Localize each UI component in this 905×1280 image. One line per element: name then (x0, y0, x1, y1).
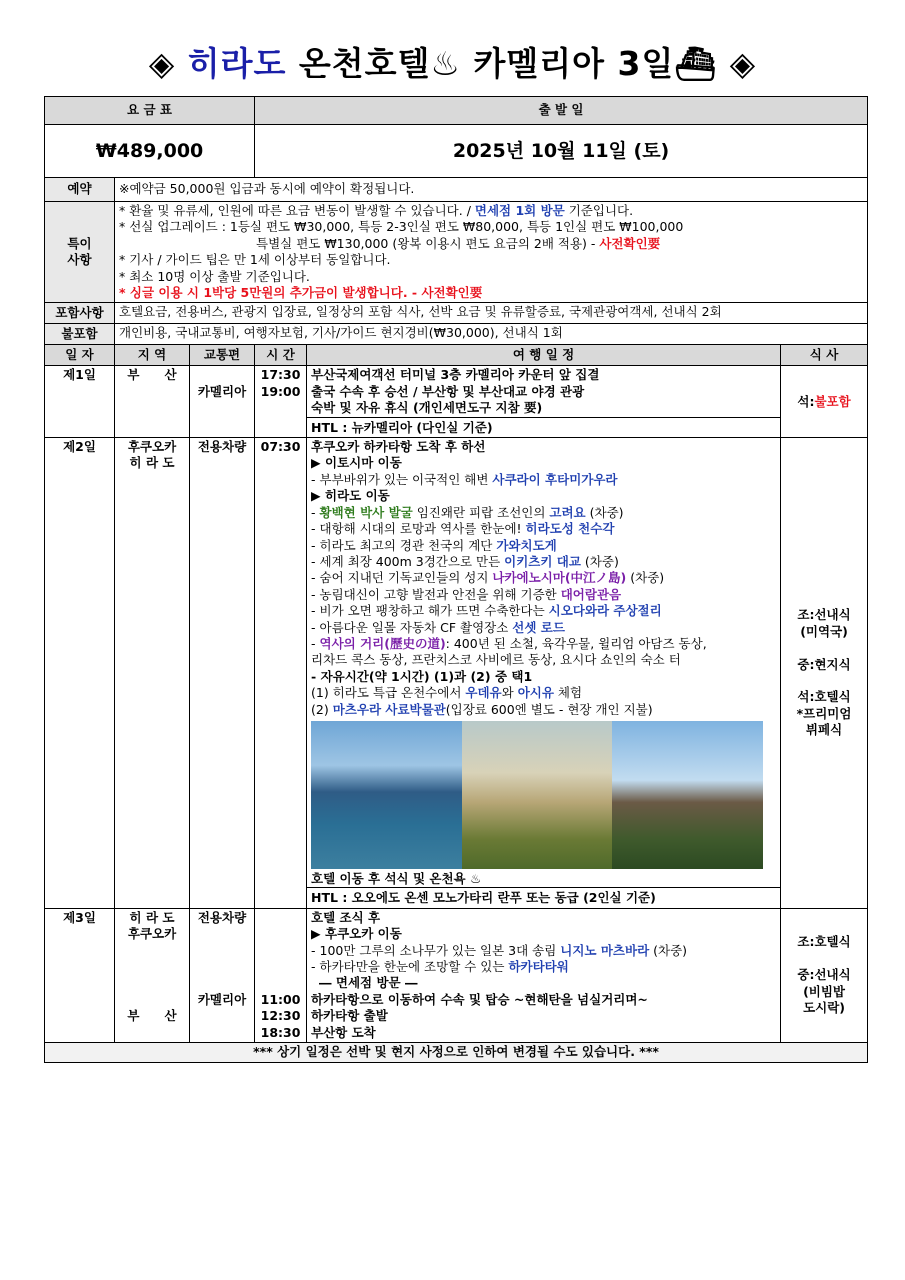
price-header: 요 금 표 (45, 97, 255, 125)
col-meal: 식 사 (781, 345, 868, 366)
col-region: 지 역 (115, 345, 190, 366)
day3-schedule: 호텔 조식 후 ▶ 후쿠오카 이동 - 100만 그루의 소나무가 있는 일본 3대 송림 니지노 마츠바라 (차중) - 하카타만을 한눈에 조망할 수 있는 하카타타워 ― 면세점 방문 ― 하카타항으로 이동하여 수속 및 탑승 ~현해탄을 넘실거리며~ 하카타항 출발 부산항 도착 (307, 908, 781, 1042)
special-notes: * 환율 및 유류세, 인원에 따른 요금 변동이 발생할 수 있습니다. / 면세점 1회 방문 기준입니다. * 선실 업그레이드 : 1등실 편도 ₩30,000, 특등 2-3인실 편도 ₩80,000, 특등 1인실 편도 ₩100,000 특별실 편도 ₩130,000 (왕복 이용시 편도 요금의 2배 적용) - 사전확인要 * 기사 / 가이드 팁은 만 1세 이상부터 동일합니다. * 최소 10명 이상 출발 기준입니다. * 싱글 이용 시 1박당 5만원의 추가금이 발생합니다. - 사전확인要 (115, 202, 868, 303)
day2-time: 07:30 (255, 438, 307, 909)
day3-label: 제3일 (45, 908, 115, 1042)
include-label: 포함사항 (45, 303, 115, 324)
day1-time: 17:30 19:00 (255, 366, 307, 438)
day3-row (45, 908, 868, 1042)
include-text: 호텔요금, 전용버스, 관광지 입장료, 일정상의 포함 식사, 선박 요금 및 유류할증료, 국제관광여객세, 선내식 2회 (115, 303, 868, 324)
day2-meal: 조:선내식 (미역국) 중:현지식 석:호텔식 *프리미엄 뷔페식 (781, 438, 868, 909)
day3-transport: 전용차량 카멜리아 (190, 908, 255, 1042)
day2-label: 제2일 (45, 438, 115, 909)
col-time: 시 간 (255, 345, 307, 366)
day2-row (45, 438, 868, 909)
price-value: ₩489,000 (45, 125, 255, 178)
exclude-text: 개인비용, 국내교통비, 여행자보험, 기사/가이드 현지경비(₩30,000), 선내식 1회 (115, 324, 868, 345)
day1-row (45, 366, 868, 438)
day1-region: 부 산 (115, 366, 190, 438)
reserve-text: ※예약금 50,000원 입금과 동시에 예약이 확정됩니다. (115, 178, 868, 202)
reserve-label: 예약 (45, 178, 115, 202)
day1-schedule: 부산국제여객선 터미널 3층 카멜리아 카운터 앞 집결 출국 수속 후 승선 / 부산항 및 부산대교 야경 관광 숙박 및 자유 휴식 (개인세면도구 지참 要) HTL : 뉴카멜리아 (다인실 기준) (307, 366, 781, 438)
coast-photo (311, 721, 462, 869)
exclude-label: 불포함 (45, 324, 115, 345)
col-schedule: 여 행 일 정 (307, 345, 781, 366)
day2-schedule: 후쿠오카 하카타항 도착 후 하선 ▶ 이토시마 이동 - 부부바위가 있는 이국적인 해변 사쿠라이 후타미가우라 ▶ 히라도 이동 - 황백현 박사 발굴 임진왜란 피랍 조선인의 고려요 (차중) - 대항해 시대의 로망과 역사를 한눈에! 히라도성 천수각 - 히라도 최고의 경관 천국의 계단 가와치도게 - 세계 최장 400m 3경간으로 만든 이키츠키 대교 (차중) - 숨어 지내던 기독교인들의 성지 나카에노시마(中江ノ島) (차중) - 농림대신이 고향 발전과 안전을 위해 기증한 대어람관음 - 비가 오면 팽창하고 해가 뜨면 수축한다는 시오다와라 주상절리 - 아름다운 일몰 자동차 CF 촬영장소 선셋 로드 - 역사의 거리(歷史の道): 400년 된 소철, 육각우물, 윌리엄 아담즈 동상, 리차드 콕스 동상, 프란치스코 사비에르 동상, 요시다 쇼인의 숙소 터 - 자유시간(약 1시간) (1)과 (2) 중 택1 (1) 히라도 특급 온천수에서 우데유와 아시유 체험 (2) 마츠우라 사료박물관(입장료 600엔 별도 - 현장 개인 지불) 호텔 이동 후 석식 및 온천욕 ♨ HTL : 오오에도 온센 모노가타리 란푸 또는 동급 (2인실 기준) (307, 438, 781, 909)
day2-photos (311, 721, 763, 869)
church-photo (612, 721, 763, 869)
day1-hotel: HTL : 뉴카멜리아 (다인실 기준) (307, 417, 780, 436)
special-label: 특이 사항 (45, 202, 115, 303)
col-day: 일 자 (45, 345, 115, 366)
page-title: ◈ 히라도 온천호텔♨ 카멜리아 3일⛴ ◈ (148, 44, 757, 83)
date-header: 출 발 일 (255, 97, 868, 125)
day3-time: 11:00 12:30 18:30 (255, 908, 307, 1042)
stairs-photo (462, 721, 613, 869)
day1-meal: 석:불포함 (781, 366, 868, 438)
day3-meal: 조:호텔식 중:선내식 (비빔밥 도시락) (781, 908, 868, 1042)
footer-note: *** 상기 일정은 선박 및 현지 사정으로 인하여 변경될 수도 있습니다. *** (45, 1043, 868, 1063)
day1-transport: 카멜리아 (190, 366, 255, 438)
departure-date: 2025년 10월 11일 (토) (255, 125, 868, 178)
day2-transport: 전용차량 (190, 438, 255, 909)
col-transport: 교통편 (190, 345, 255, 366)
day2-hotel: HTL : 오오에도 온센 모노가타리 란푸 또는 동급 (2인실 기준) (307, 887, 780, 906)
day1-label: 제1일 (45, 366, 115, 438)
itinerary-table (44, 96, 868, 1063)
day3-region: 히 라 도 후쿠오카 부 산 (115, 908, 190, 1042)
day2-region: 후쿠오카 히 라 도 (115, 438, 190, 909)
